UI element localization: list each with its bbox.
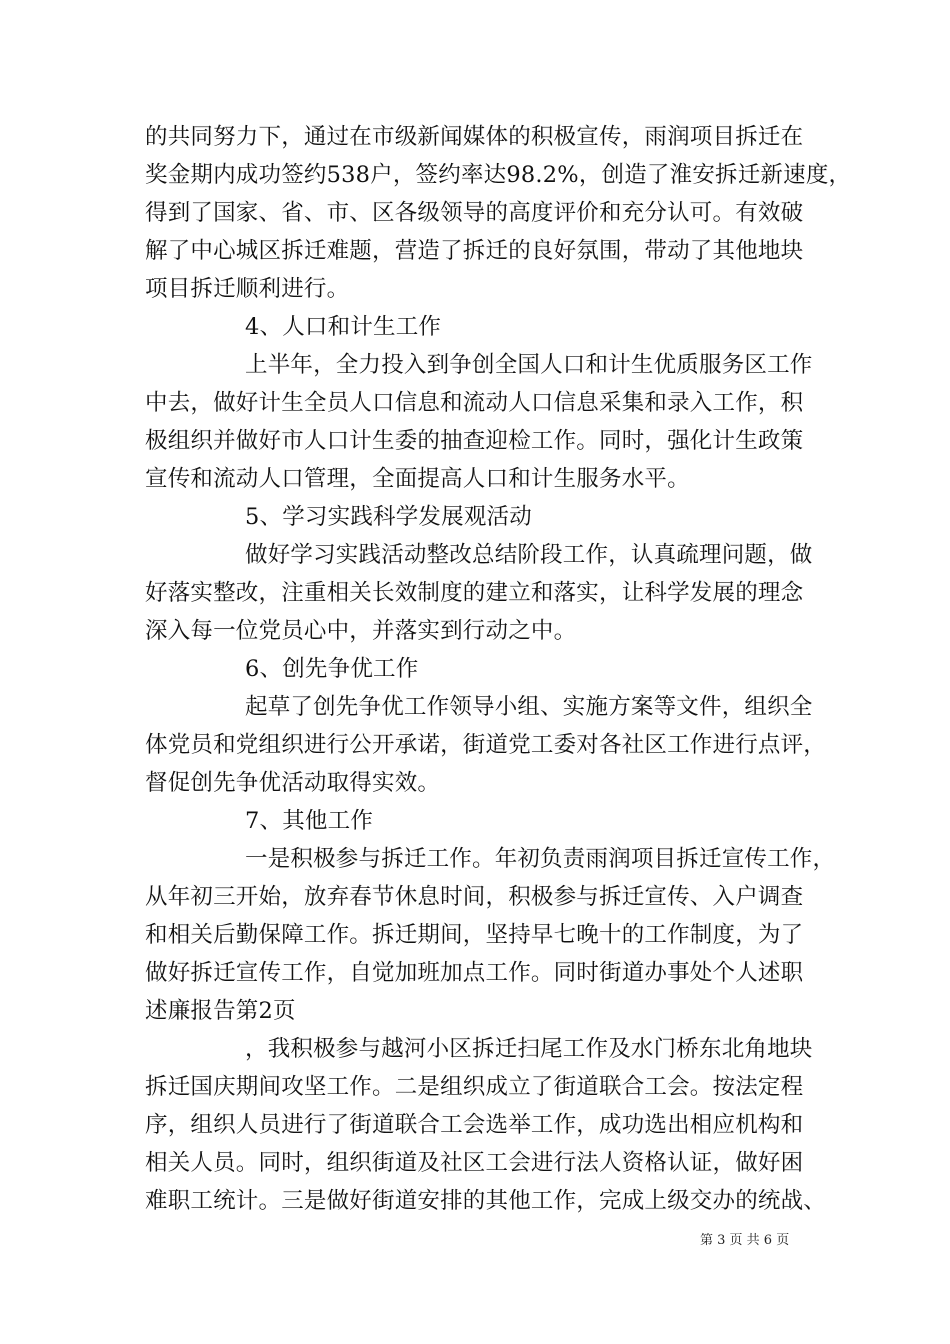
body-line: 项目拆迁顺利进行。 — [145, 276, 350, 302]
body-line: 奖金期内成功签约538户，签约率达98.2%，创造了淮安拆迁新速度， — [145, 162, 852, 188]
body-line: 和相关后勤保障工作。拆迁期间，坚持早七晚十的工作制度，为了 — [145, 922, 804, 948]
section-heading-excellence: 6、创先争优工作 — [245, 656, 419, 682]
paragraph-first-line: 一是积极参与拆迁工作。年初负责雨润项目拆迁宣传工作， — [245, 846, 836, 872]
body-line: 督促创先争优活动取得实效。 — [145, 770, 441, 796]
paragraph-first-line: 上半年，全力投入到争创全国人口和计生优质服务区工作 — [245, 352, 813, 378]
body-line: 序，组织人员进行了街道联合工会选举工作，成功选出相应机构和 — [145, 1112, 804, 1138]
body-line: 深入每一位党员心中，并落实到行动之中。 — [145, 618, 577, 644]
paragraph-first-line: 起草了创先争优工作领导小组、实施方案等文件，组织全 — [245, 694, 813, 720]
body-line: 从年初三开始，放弃春节休息时间，积极参与拆迁宣传、入户调查 — [145, 884, 804, 910]
body-line: 解了中心城区拆迁难题，营造了拆迁的良好氛围，带动了其他地块 — [145, 238, 804, 264]
body-line: 难职工统计。三是做好街道安排的其他工作，完成上级交办的统战、 — [145, 1188, 827, 1214]
body-line: 极组织并做好市人口计生委的抽查迎检工作。同时，强化计生政策 — [145, 428, 804, 454]
body-line: 述廉报告第2页 — [145, 998, 296, 1024]
body-line: 得到了国家、省、市、区各级领导的高度评价和充分认可。有效破 — [145, 200, 804, 226]
section-heading-other-work: 7、其他工作 — [245, 808, 374, 834]
page-number: 第 3 页 共 6 页 — [700, 1233, 790, 1248]
body-line: 中去，做好计生全员人口信息和流动人口信息采集和录入工作，积 — [145, 390, 804, 416]
body-line: 好落实整改，注重相关长效制度的建立和落实，让科学发展的理念 — [145, 580, 804, 606]
paragraph-first-line: ，我积极参与越河小区拆迁扫尾工作及水门桥东北角地块 — [245, 1036, 813, 1062]
paragraph-first-line: 做好学习实践活动整改总结阶段工作，认真疏理问题，做 — [245, 542, 813, 568]
body-line: 的共同努力下，通过在市级新闻媒体的积极宣传，雨润项目拆迁在 — [145, 124, 804, 150]
body-line: 拆迁国庆期间攻坚工作。二是组织成立了街道联合工会。按法定程 — [145, 1074, 804, 1100]
section-heading-population: 4、人口和计生工作 — [245, 314, 442, 340]
body-line: 相关人员。同时，组织街道及社区工会进行法人资格认证，做好困 — [145, 1150, 804, 1176]
section-heading-study-practice: 5、学习实践科学发展观活动 — [245, 504, 532, 530]
body-line: 体党员和党组织进行公开承诺，街道党工委对各社区工作进行点评， — [145, 732, 827, 758]
body-line: 做好拆迁宣传工作，自觉加班加点工作。同时街道办事处个人述职 — [145, 960, 804, 986]
body-line: 宣传和流动人口管理，全面提高人口和计生服务水平。 — [145, 466, 690, 492]
